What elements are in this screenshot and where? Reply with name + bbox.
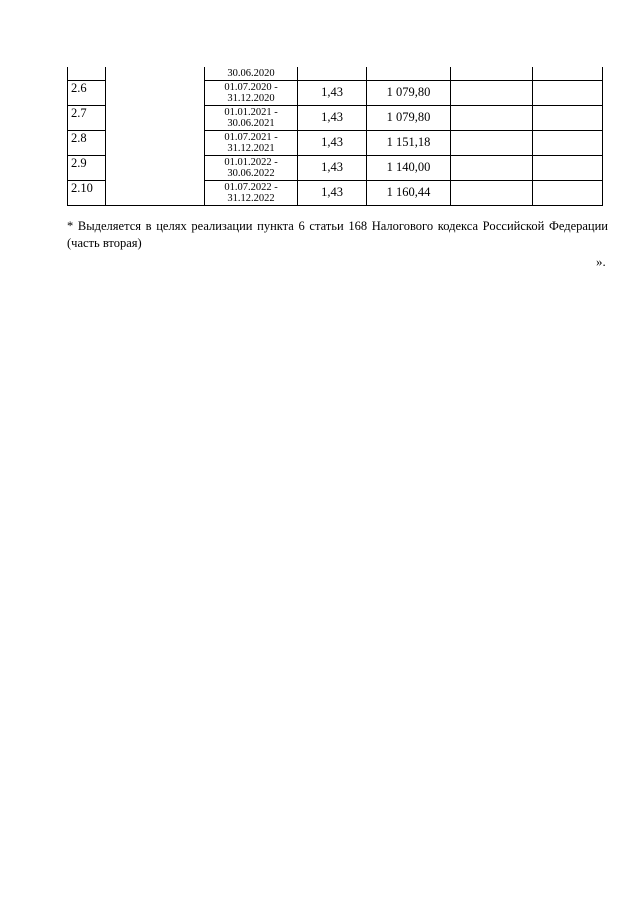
period-from: 01.07.2022 - [224,181,278,193]
period-to: 30.06.2021 [227,117,275,129]
period-from: 01.01.2022 - [224,156,278,168]
cell-price: 1 151,18 [367,130,451,155]
cell-period: 30.06.2020 [205,67,298,80]
cell-rate: 1,43 [298,105,367,130]
period-to: 30.06.2022 [227,167,275,179]
period-to: 31.12.2022 [227,192,275,204]
cell-empty-1 [451,67,533,80]
cell-empty-2 [533,105,603,130]
period-from: 01.07.2021 - [224,131,278,143]
period-to: 31.12.2020 [227,92,275,104]
cell-empty-2 [533,155,603,180]
closing-quote-mark: ». [596,254,606,269]
cell-empty-1 [451,180,533,205]
cell-merged-name [106,67,205,205]
cell-empty-1 [451,130,533,155]
cell-empty-2 [533,130,603,155]
cell-num: 2.9 [68,155,106,180]
cell-rate: 1,43 [298,180,367,205]
cell-rate: 1,43 [298,130,367,155]
cell-period [205,180,298,205]
cell-period [205,130,298,155]
cell-num [68,67,106,80]
cell-num: 2.6 [68,80,106,105]
cell-empty-1 [451,155,533,180]
cell-price: 1 079,80 [367,105,451,130]
footnote: * Выделяется в целях реализации пункта 6 статьи 168 Налогового кодекса Российской Федерации (часть вторая) [67,219,608,250]
cell-num: 2.10 [68,180,106,205]
cell-num: 2.8 [68,130,106,155]
cell-price: 1 079,80 [367,80,451,105]
table-row-partial [68,67,603,80]
period-to: 31.12.2021 [227,142,275,154]
period-from: 01.07.2020 - [224,81,278,93]
cell-price [367,67,451,80]
cell-empty-1 [451,80,533,105]
cell-empty-2 [533,67,603,80]
cell-empty-1 [451,105,533,130]
cell-rate [298,67,367,80]
cell-empty-2 [533,180,603,205]
tariff-table [67,67,603,206]
cell-rate: 1,43 [298,80,367,105]
cell-period [205,155,298,180]
period-from: 01.01.2021 - [224,106,278,118]
cell-period [205,80,298,105]
cell-price: 1 140,00 [367,155,451,180]
cell-rate: 1,43 [298,155,367,180]
cell-price: 1 160,44 [367,180,451,205]
cell-empty-2 [533,80,603,105]
cell-period [205,105,298,130]
cell-num: 2.7 [68,105,106,130]
